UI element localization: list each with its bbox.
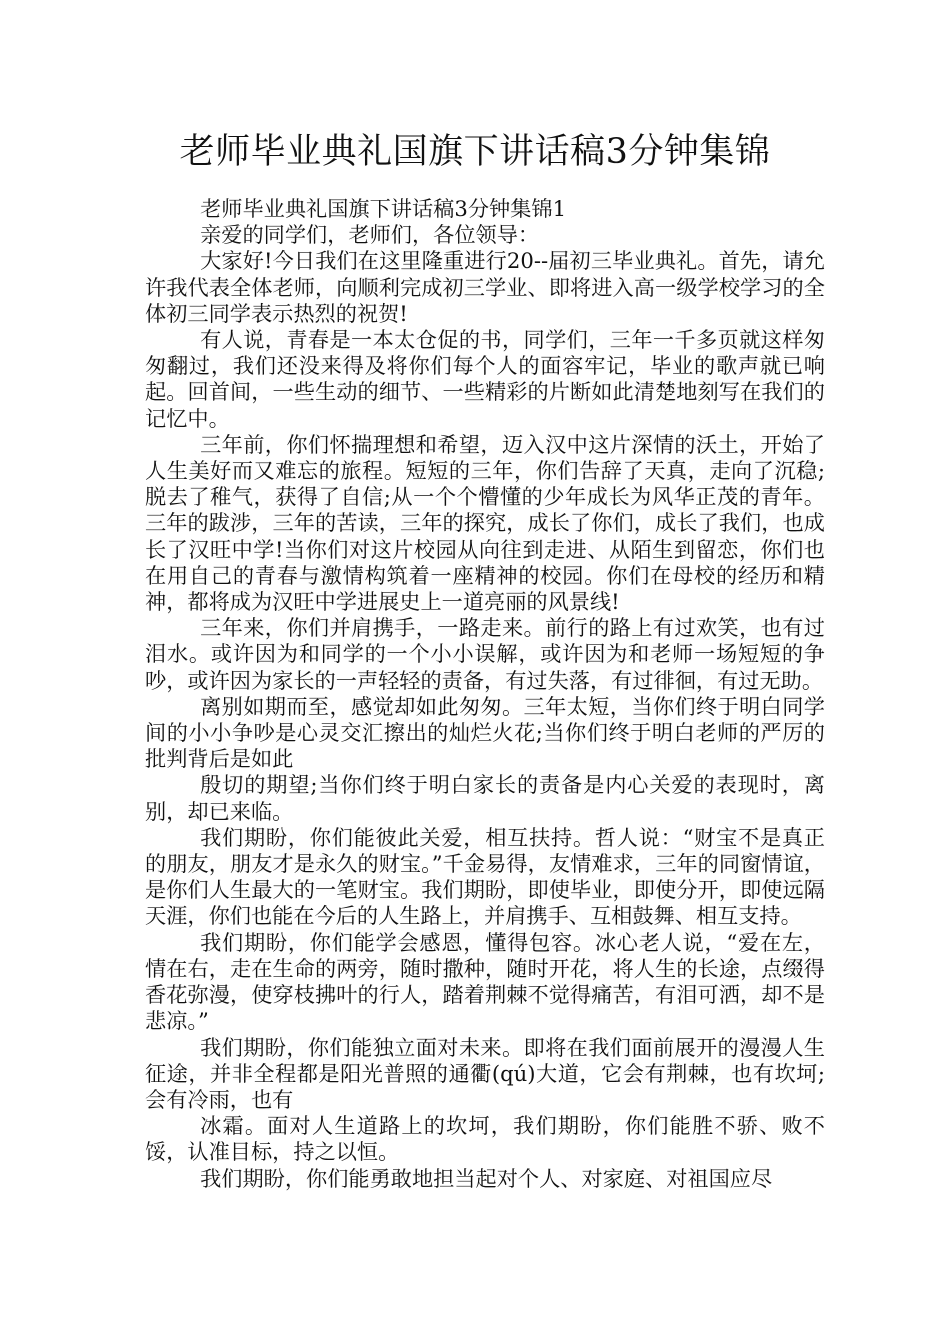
paragraph: 大家好!今日我们在这里隆重进行20--届初三毕业典礼。首先，请允许我代表全体老师，向顺利完成初三学业、即将进入高一级学校学习的全体初三同学表示热烈的祝贺! (145, 248, 825, 326)
paragraph: 三年来，你们并肩携手，一路走来。前行的路上有过欢笑，也有过泪水。或许因为和同学的一个小小误解，或许因为和老师一场短短的争吵，或许因为家长的一声轻轻的责备，有过失落，有过徘徊，有过无助。 (145, 615, 825, 693)
paragraph: 我们期盼，你们能学会感恩，懂得包容。冰心老人说，“爱在左，情在右，走在生命的两旁，随时撒种，随时开花，将人生的长途，点缀得香花弥漫，使穿枝拂叶的行人，踏着荆棘不觉得痛苦，有泪可洒，却不是悲凉。” (145, 929, 825, 1034)
paragraph: 老师毕业典礼国旗下讲话稿3分钟集锦1 (200, 196, 567, 221)
paragraph: 殷切的期望;当你们终于明白家长的责备是内心关爱的表现时，离别，却已来临。 (145, 772, 825, 824)
paragraph: 我们期盼，你们能彼此关爱，相互扶持。哲人说：“财宝不是真正的朋友，朋友才是永久的财宝。”千金易得，友情难求，三年的同窗情谊，是你们人生最大的一笔财宝。我们期盼，即使毕业，即使分开，即使远隔天涯，你们也能在今后的人生路上，并肩携手、互相鼓舞、相互支持。 (145, 824, 825, 929)
document-body (145, 196, 825, 1192)
paragraph: 冰霜。面对人生道路上的坎坷，我们期盼，你们能胜不骄、败不馁，认准目标，持之以恒。 (145, 1113, 825, 1165)
paragraph: 我们期盼，你们能勇敢地担当起对个人、对家庭、对祖国应尽 (200, 1165, 773, 1191)
paragraph: 有人说，青春是一本太仓促的书，同学们，三年一千多页就这样匆匆翻过，我们还没来得及将你们每个人的面容牢记，毕业的歌声就已响起。回首间，一些生动的细节、一些精彩的片断如此清楚地刻写在我们的记忆中。 (145, 327, 825, 431)
paragraph: 离别如期而至，感觉却如此匆匆。三年太短，当你们终于明白同学间的小小争吵是心灵交汇擦出的灿烂火花;当你们终于明白老师的严厉的批判背后是如此 (145, 693, 825, 772)
paragraph: 三年前，你们怀揣理想和希望，迈入汉中这片深情的沃土，开始了人生美好而又难忘的旅程。短短的三年，你们告辞了天真，走向了沉稳;脱去了稚气，获得了自信;从一个个懵懂的少年成长为风华正茂的青年。三年的跋涉，三年的苦读，三年的探究，成长了你们，成长了我们，也成长了汉旺中学!当你们对这片校园从向往到走进、从陌生到留恋，你们也在用自己的青春与激情构筑着一座精神的校园。你们在母校的经历和精神，都将成为汉旺中学进展史上一道亮丽的风景线! (145, 431, 825, 615)
paragraph: 亲爱的同学们，老师们，各位领导： (200, 222, 540, 248)
document-title: 老师毕业典礼国旗下讲话稿3分钟集锦 (179, 132, 771, 172)
paragraph: 我们期盼，你们能独立面对未来。即将在我们面前展开的漫漫人生征途，并非全程都是阳光普照的通衢(qú)大道，它会有荆棘，也有坎坷;会有冷雨，也有 (145, 1034, 825, 1112)
